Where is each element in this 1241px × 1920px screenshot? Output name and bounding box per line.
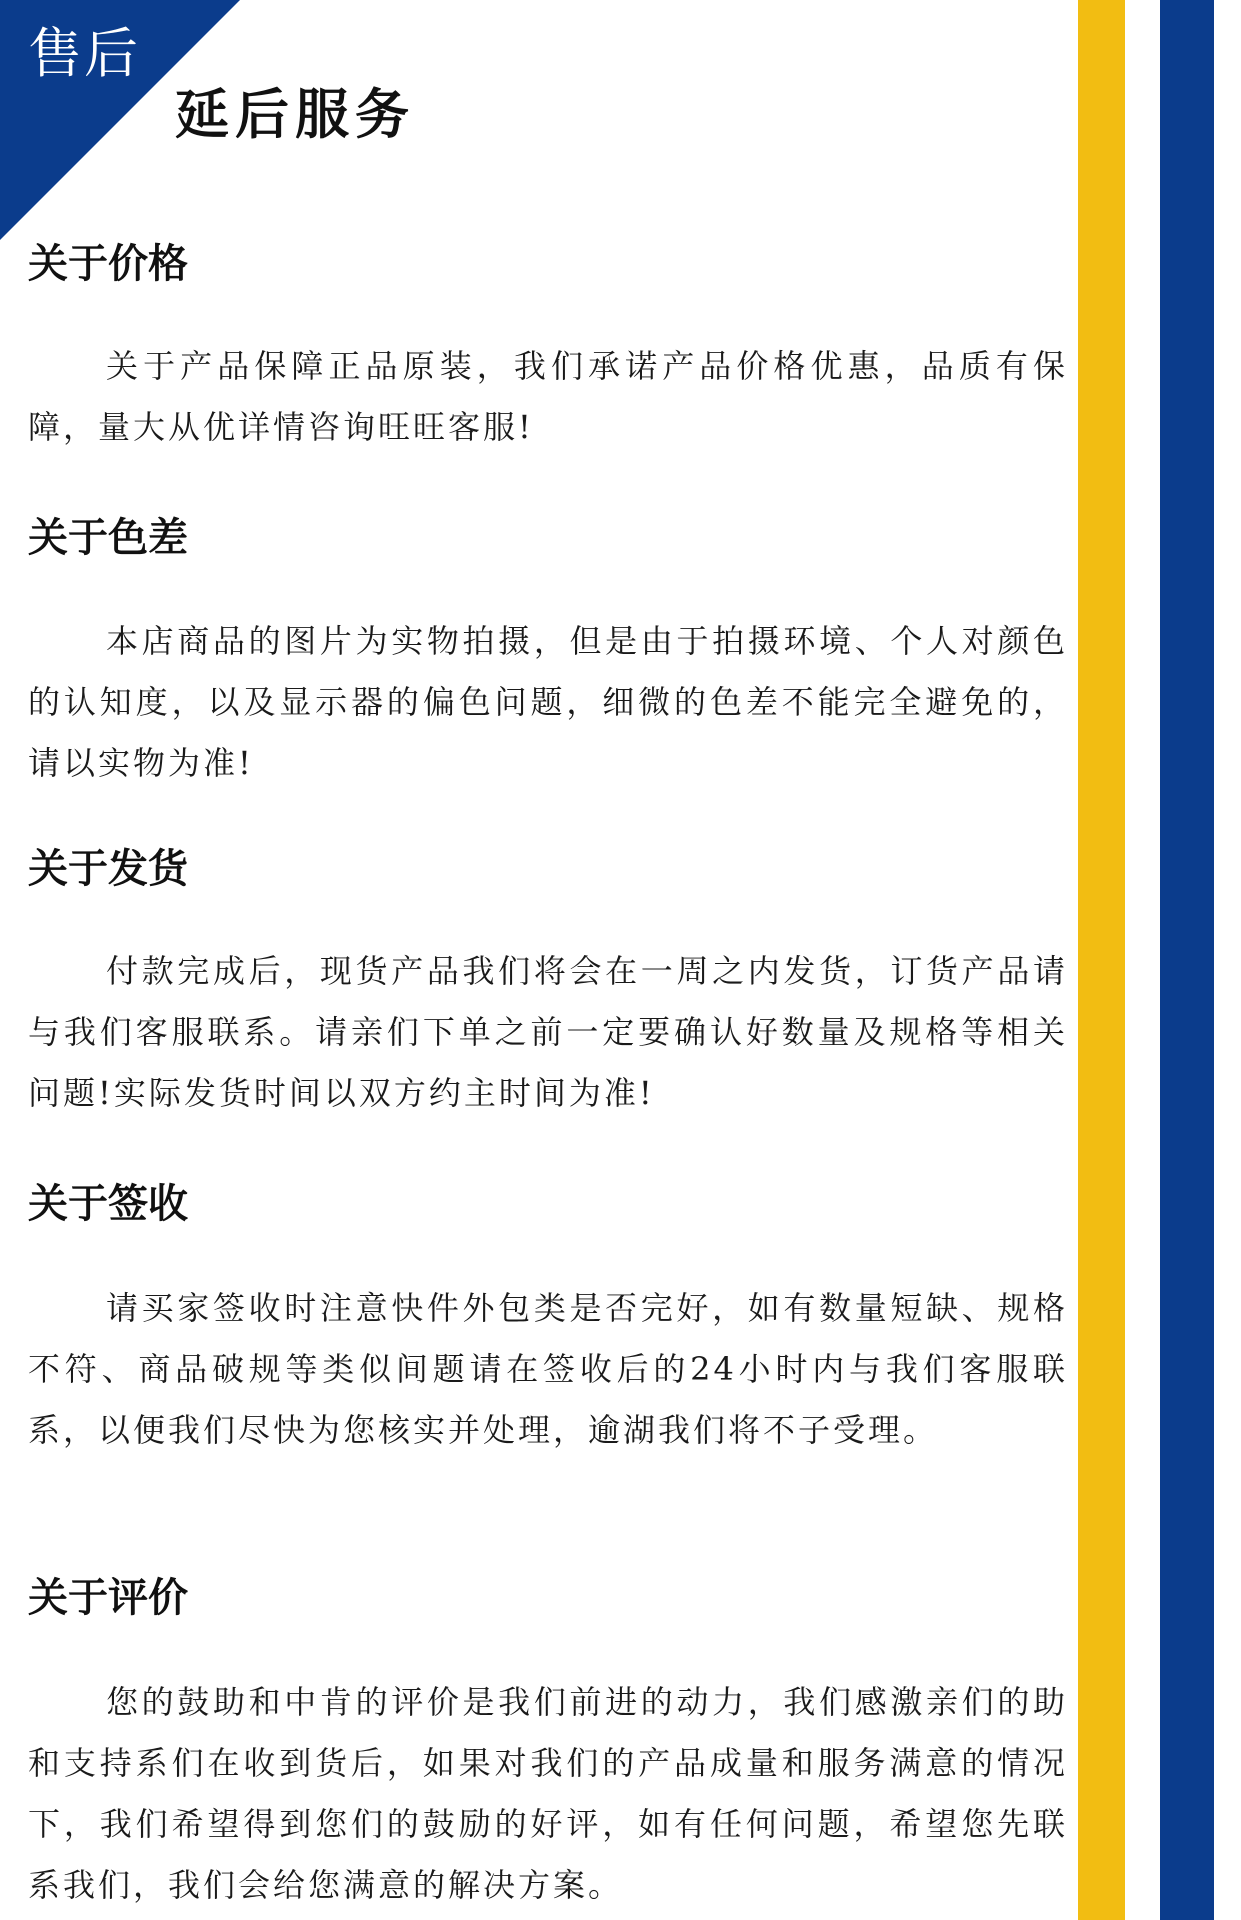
section-heading-color-difference: 关于色差 (28, 515, 188, 561)
page-title: 延后服务 (175, 83, 415, 146)
corner-badge-label: 售后 (28, 22, 140, 85)
section-heading-signing: 关于签收 (28, 1181, 188, 1227)
section-body-shipping: 付款完成后，现货产品我们将会在一周之内发货，订货产品请与我们客服联系。请亲们下单之前一定要确认好数量及规格等相关问题!实际发货时间以双方约主时间为准! (28, 952, 1068, 1112)
yellow-stripe (1078, 0, 1125, 1920)
section-body-review: 您的鼓助和中肯的评价是我们前进的动力，我们感激亲们的助和支持系们在收到货后，如果对我们的产品成量和服务满意的情况下，我们希望得到您们的鼓励的好评，如有任何问题，希望您先联系我们，我们会给您满意的解决方案。 (28, 1683, 1068, 1904)
blue-stripe (1160, 0, 1214, 1920)
section-heading-price: 关于价格 (28, 241, 188, 287)
section-body-color-difference: 本店商品的图片为实物拍摄，但是由于拍摄环境、个人对颜色的认知度，以及显示器的偏色问题，细微的色差不能完全避免的，请以实物为准! (28, 622, 1068, 782)
section-body-signing: 请买家签收时注意快件外包类是否完好，如有数量短缺、规格不符、商品破规等类似间题请在签收后的24小时内与我们客服联系，以便我们尽快为您核实并处理，逾湖我们将不子受理。 (28, 1289, 1068, 1449)
section-heading-shipping: 关于发货 (28, 846, 188, 892)
section-body-price: 关于产品保障正品原装，我们承诺产品价格优惠，品质有保障，量大从优详情咨询旺旺客服! (28, 347, 1068, 446)
section-heading-review: 关于评价 (28, 1575, 188, 1621)
